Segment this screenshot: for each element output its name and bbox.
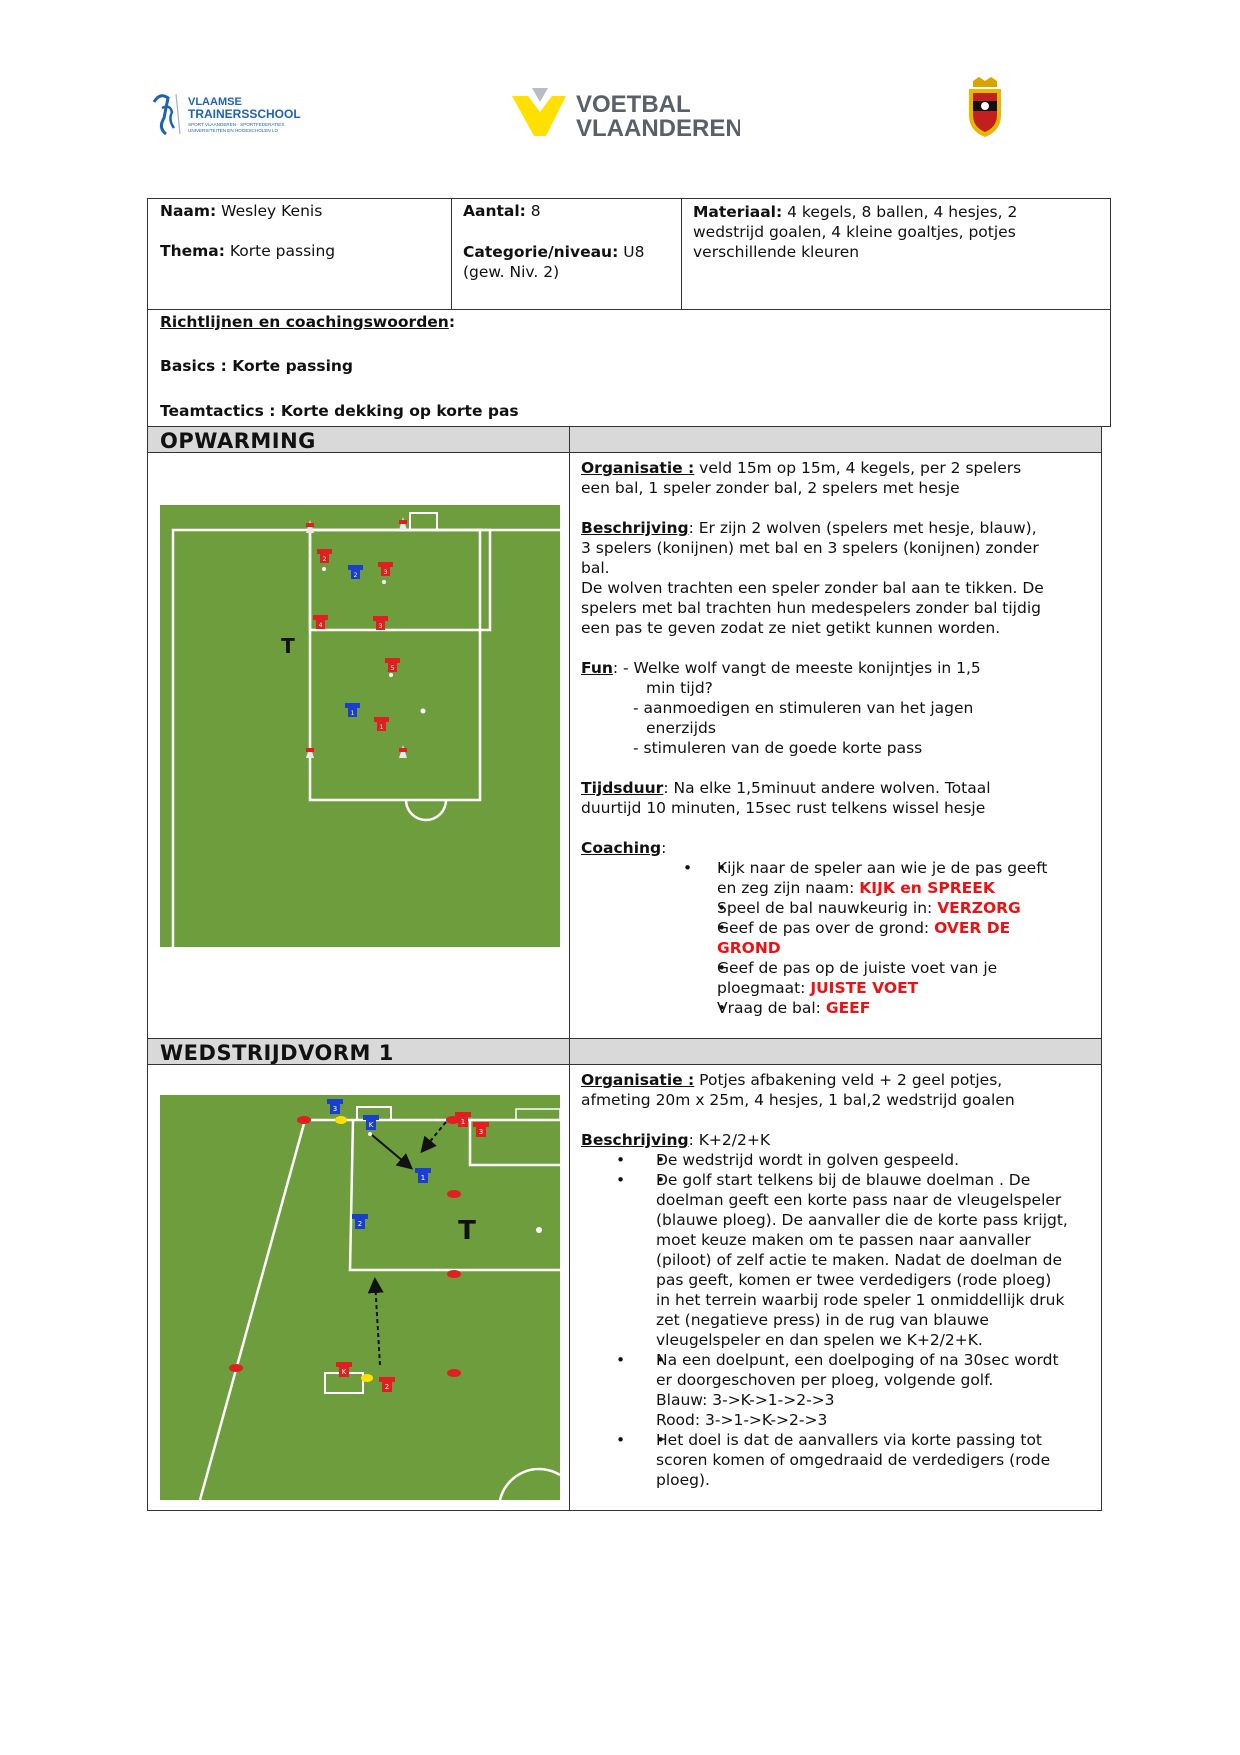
coaching-3a: Geef de pas over de grond:: [717, 919, 935, 937]
wv-besch-value: : K+2/2+K: [688, 1131, 770, 1149]
cone-6: [229, 1364, 243, 1372]
cone-top-right: [399, 517, 407, 530]
wedstrijdvorm-diagram-cell: [147, 1064, 570, 1511]
wv-b2-6: pas geeft, komen er twee verdedigers (rode ploeg): [656, 1271, 1052, 1289]
trainer-marker: T: [281, 634, 295, 658]
blue-player-3: [327, 1099, 343, 1114]
opw-besch-line1: : Er zijn 2 wolven (spelers met hesje, blauw),: [688, 519, 1037, 537]
wv-b3-1: Na een doelpunt, een doelpoging of na 30sec wordt: [656, 1351, 1059, 1369]
materiaal-line-1: 4 kegels, 8 ballen, 4 hesjes, 2: [782, 203, 1018, 221]
opw-besch-label: Beschrijving: [581, 519, 689, 537]
coaching-2a: Speel de bal nauwkeurig in:: [717, 899, 938, 917]
wv-item-2: • • De golf start telkens bij de blauwe doelman . De doelman geeft een korte pass naar de vleugelspeler (blauwe ploeg). De aanvaller die de korte pass krijgt, moet keuze maken om te passen naar aanvaller (piloot) of zelf actie te maken. Nadat de doelman de pas geeft, komen er twee verdedigers (rode ploeg) in het terrein waarbij rode speler 1 onmiddellijk druk zet (negatieve press) in de rug van blauwe vleugelspeler en dan spelen we K+2/2+K.: [656, 1170, 1096, 1350]
thema-value: Korte passing: [224, 242, 336, 260]
opw-fun-line1: : - Welke wolf vangt de meeste konijntjes in 1,5: [612, 659, 981, 677]
wedstrijdvorm-text-cell: [569, 1064, 1102, 1511]
blue-player-1: [345, 703, 360, 717]
opw-besch-line2: 3 spelers (konijnen) met bal en 3 spelers (konijnen) zonder: [581, 539, 1039, 557]
cone-2: [446, 1116, 460, 1124]
opwarming-text-cell: [569, 452, 1102, 1039]
opw-org-line1: veld 15m op 15m, 4 kegels, per 2 spelers: [694, 459, 1022, 477]
blue-player-1: [415, 1168, 431, 1183]
blue-player-2: [352, 1214, 368, 1229]
wv-b2-8: zet (negatieve press) in de rug van blauwe: [656, 1311, 989, 1329]
coaching-5-keyword: GEEF: [825, 999, 871, 1017]
pass-arrow: [372, 1135, 410, 1167]
coaching-1-keyword: KIJK en SPREEK: [859, 879, 995, 897]
blue-player-2: [348, 565, 363, 579]
wedstrijdvorm-heading: WEDSTRIJDVORM 1: [147, 1038, 570, 1065]
opwarming-heading-right: [569, 426, 1102, 453]
basics-line: Basics : Korte passing: [160, 357, 354, 375]
richtlijnen-title: Richtlijnen en coachingswoorden: [160, 313, 449, 331]
opw-tijd-line1: : Na elke 1,5minuut andere wolven. Totaal: [663, 779, 991, 797]
coaching-3-keyword: OVER DE: [934, 919, 1011, 937]
cone-top-left: [306, 520, 314, 533]
red-player-3b-number: 3: [378, 623, 383, 630]
blue-keeper-letter: K: [368, 1121, 374, 1129]
cone-4: [447, 1270, 461, 1278]
run-arrow: [375, 1281, 380, 1365]
wv-b1: De wedstrijd wordt in golven gespeeld.: [656, 1151, 960, 1169]
blue-player-1-number: 1: [350, 710, 355, 717]
wv-b4-3: ploeg).: [656, 1471, 710, 1489]
vts-line2: TRAINERSSCHOOL: [188, 107, 301, 121]
blue-player-1-number: 1: [420, 1174, 426, 1182]
red-player-3-number: 3: [478, 1128, 484, 1136]
coaching-item-1: • • Kijk naar de speler aan wie je de pas geeft en zeg zijn naam: KIJK en SPREEK: [717, 858, 1096, 898]
wv-b2-5: (piloot) of zelf actie te maken. Nadat de doelman de: [656, 1251, 1063, 1269]
vlaamse-trainersschool-logo: [150, 88, 320, 140]
wv-b4-2: scoren komen of omgedraaid de verdedigers (rode: [656, 1451, 1051, 1469]
opw-besch-line3: bal.: [581, 559, 610, 577]
yellow-cone-bottom: [361, 1374, 373, 1382]
red-player-2: [379, 1377, 395, 1392]
wv-b3-3: Blauw: 3->K->1->2->3: [656, 1391, 835, 1409]
opw-fun-line2: min tijd?: [646, 679, 713, 697]
coaching-3-keyword-2: GROND: [717, 939, 781, 957]
coaching-list: [581, 858, 1096, 1018]
blue-player-2-number: 2: [353, 572, 358, 579]
naam-value: Wesley Kenis: [216, 202, 323, 220]
materiaal-line-2: wedstrijd goalen, 4 kleine goaltjes, potjes: [693, 223, 1016, 241]
red-keeper: [336, 1362, 352, 1377]
opw-besch-line6: een pas te geven zodat ze niet getikt kunnen worden.: [581, 619, 1001, 637]
coaching-item-5: [717, 998, 1096, 1018]
red-player-1-number: 1: [460, 1118, 466, 1126]
cone-5: [447, 1369, 461, 1377]
wv-item-1: • • De wedstrijd wordt in golven gespeeld.: [656, 1150, 1096, 1170]
wv-org-line2: afmeting 20m x 25m, 4 hesjes, 1 bal,2 wedstrijd goalen: [581, 1091, 1015, 1109]
red-player-4-number: 4: [318, 622, 323, 629]
rbfa-crest-logo: [963, 75, 1008, 140]
red-player-2-number: 2: [384, 1383, 390, 1391]
opw-org-line2: een bal, 1 speler zonder bal, 2 spelers met hesje: [581, 479, 960, 497]
coaching-item-4: [717, 958, 1096, 998]
red-player-5: [385, 658, 400, 677]
cone-1: [297, 1116, 311, 1124]
coaching-item-2: [717, 898, 1096, 918]
wv-b2-1: De golf start telkens bij de blauwe doelman . De: [656, 1171, 1031, 1189]
vv-line2: VLAANDEREN: [576, 115, 740, 142]
opw-besch-line4: De wolven trachten een speler zonder bal aan te tikken. De: [581, 579, 1044, 597]
teamtactics-line: Teamtactics : Korte dekking op korte pas: [160, 402, 519, 420]
coaching-item-3: [717, 918, 1096, 958]
categorie-value-2: (gew. Niv. 2): [463, 263, 560, 281]
opwarming-diagram: [160, 505, 560, 947]
vts-line1: VLAAMSE: [188, 96, 242, 108]
coaching-4-keyword: JUISTE VOET: [810, 979, 919, 997]
opw-fun-label: Fun: [581, 659, 613, 677]
red-keeper-letter: K: [341, 1368, 347, 1376]
categorie-value: U8: [618, 243, 645, 261]
opw-coach-label: Coaching: [581, 839, 662, 857]
wedstrijd-list: [581, 1150, 1096, 1490]
vts-sub1: SPORT VLAANDEREN - SPORTFEDERATIES: [188, 122, 285, 127]
opw-coach-colon: :: [661, 839, 667, 857]
wv-besch-label: Beschrijving: [581, 1131, 689, 1149]
info-cell-materiaal: [681, 198, 1111, 310]
richtlijnen-colon: :: [448, 313, 456, 331]
wv-b2-4: moet keuze maken om te passen naar aanvaller: [656, 1231, 1031, 1249]
wv-b2-7: in het terrein waarbij rode speler 1 onmiddellijk druk: [656, 1291, 1065, 1309]
info-cell-name: [147, 198, 452, 310]
opw-fun-line5: - stimuleren van de goede korte pass: [633, 739, 923, 757]
blue-keeper: [363, 1115, 379, 1136]
red-player-2: [317, 549, 332, 571]
trainer-marker: T: [458, 1216, 476, 1246]
blue-player-2-number: 2: [357, 1220, 363, 1228]
wv-b4-1: Het doel is dat de aanvallers via korte passing tot: [656, 1431, 1043, 1449]
categorie-label: Categorie/niveau:: [463, 243, 619, 261]
coaching-4a: Geef de pas op de juiste voet van je: [717, 959, 998, 977]
naam-label: Naam:: [160, 202, 217, 220]
red-player-3b: [373, 616, 388, 630]
opw-fun-line3: - aanmoedigen en stimuleren van het jagen: [633, 699, 974, 717]
wv-item-3: • • Na een doelpunt, een doelpoging of na 30sec wordt er doorgeschoven per ploeg, volgende golf. Blauw: 3->K->1->2->3 Rood: 3->1->K->2->3: [656, 1350, 1096, 1430]
coaching-1a: Kijk naar de speler aan wie je de pas geeft: [717, 859, 1048, 877]
red-player-3: [473, 1122, 489, 1137]
aantal-value: 8: [525, 202, 541, 220]
red-player-5-number: 5: [390, 665, 395, 672]
coaching-4b: ploegmaat:: [717, 979, 811, 997]
red-player-1-number: 1: [379, 724, 384, 731]
opw-besch-line5: spelers met bal trachten hun medespelers zonder bal tijdig: [581, 599, 1041, 617]
opwarming-heading: OPWARMING: [147, 426, 570, 453]
vts-sub2: UNIVERSITEITEN EN HOGESCHOLEN LO: [188, 128, 279, 133]
wv-b2-2: doelman geeft een korte pass naar de vleugelspeler: [656, 1191, 1062, 1209]
wv-org-label: Organisatie :: [581, 1071, 695, 1089]
wv-b2-3: (blauwe ploeg). De aanvaller die de korte pass krijgt,: [656, 1211, 1068, 1229]
opwarming-field: [160, 505, 560, 947]
richtlijnen-cell: [147, 309, 1111, 427]
coaching-2-keyword: VERZORG: [937, 899, 1021, 917]
wedstrijdvorm-diagram: [160, 1095, 560, 1500]
red-player-3: [378, 562, 393, 584]
thema-label: Thema:: [160, 242, 225, 260]
opw-tijd-line2: duurtijd 10 minuten, 15sec rust telkens wissel hesje: [581, 799, 986, 817]
wv-b2-9: vleugelspeler en dan spelen we K+2/2+K.: [656, 1331, 983, 1349]
coaching-5a: Vraag de bal:: [717, 999, 826, 1017]
opw-fun-line4: enerzijds: [646, 719, 716, 737]
voetbal-vlaanderen-logo: [510, 86, 740, 142]
red-player-2-number: 2: [322, 556, 327, 563]
wv-b3-2: er doorgeschoven per ploeg, volgende golf.: [656, 1371, 994, 1389]
wv-org-line1: Potjes afbakening veld + 2 geel potjes,: [694, 1071, 1003, 1089]
cone-3: [447, 1190, 461, 1198]
red-player-4: [313, 615, 328, 629]
opw-org-label: Organisatie :: [581, 459, 695, 477]
red-player-3-number: 3: [383, 569, 388, 576]
materiaal-line-3: verschillende kleuren: [693, 243, 860, 261]
wv-item-4: • • Het doel is dat de aanvallers via korte passing tot scoren komen of omgedraaid de verdedigers (rode ploeg).: [656, 1430, 1096, 1490]
aantal-label: Aantal:: [463, 202, 526, 220]
yellow-cone-top: [335, 1116, 347, 1124]
opwarming-diagram-cell: [147, 452, 570, 1039]
coaching-1b: en zeg zijn naam:: [717, 879, 860, 897]
vv-line1: VOETBAL: [576, 91, 691, 118]
red-player-1: [374, 717, 389, 731]
wedstrijdvorm-heading-right: [569, 1038, 1102, 1065]
materiaal-label: Materiaal:: [693, 203, 783, 221]
press-arrow: [423, 1122, 446, 1150]
wedstrijdvorm-field: [160, 1095, 560, 1500]
info-cell-aantal: [451, 198, 682, 310]
blue-player-3-number: 3: [332, 1105, 338, 1113]
opw-tijd-label: Tijdsduur: [581, 779, 664, 797]
wv-b3-4: Rood: 3->1->K->2->3: [656, 1411, 828, 1429]
cone-bottom-left: [306, 745, 314, 758]
cone-bottom-right: [399, 745, 407, 758]
